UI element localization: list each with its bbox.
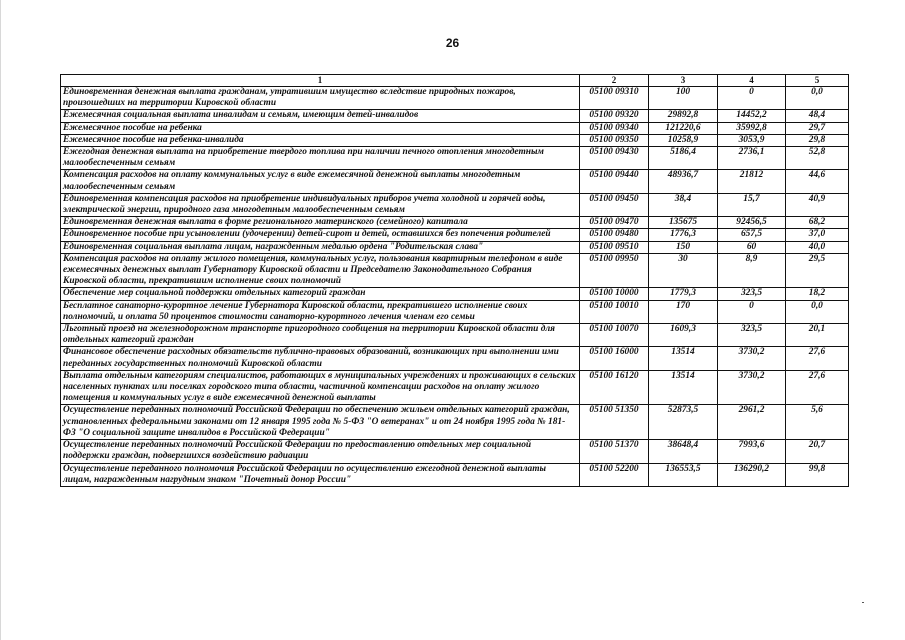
scan-speck	[862, 602, 864, 603]
row-plan: 38,4	[649, 193, 718, 216]
row-percent: 68,2	[786, 217, 849, 229]
row-name: Бесплатное санаторно-курортное лечение Губернатора Кировской области, прекратившего исполнение своих полномочий, и оплата 50 процентов стоимости санаторно-курортного лечения членам его семьи	[61, 300, 580, 323]
row-plan: 1779,3	[649, 288, 718, 300]
row-code: 05100 51350	[580, 405, 649, 440]
page-number: 26	[445, 36, 460, 50]
row-code: 05100 10070	[580, 324, 649, 347]
row-name: Ежегодная денежная выплата на приобретение твердого топлива при наличии печного отопления многодетным малообеспеченным семьям	[61, 147, 580, 170]
row-plan: 136553,5	[649, 463, 718, 486]
row-percent: 48,4	[786, 110, 849, 122]
header-col-2: 2	[580, 75, 649, 87]
row-plan: 52873,5	[649, 405, 718, 440]
row-code: 05100 51370	[580, 440, 649, 463]
header-col-5: 5	[786, 75, 849, 87]
row-actual: 0	[718, 300, 786, 323]
header-col-1: 1	[61, 75, 580, 87]
row-percent: 40,9	[786, 193, 849, 216]
row-code: 05100 10000	[580, 288, 649, 300]
row-actual: 7993,6	[718, 440, 786, 463]
row-actual: 136290,2	[718, 463, 786, 486]
row-percent: 20,1	[786, 324, 849, 347]
row-name: Осуществление переданного полномочия Российской Федерации по осуществлению ежегодной денежной выплаты лицам, награжденным нагрудным знаком "Почетный донор России"	[61, 463, 580, 486]
row-percent: 52,8	[786, 147, 849, 170]
table-row	[61, 241, 849, 253]
row-plan: 10258,9	[649, 134, 718, 146]
row-name: Финансовое обеспечение расходных обязательств публично-правовых образований, возникающих при выполнении ими переданных государственных полномочий Кировской области	[61, 347, 580, 370]
row-actual: 3730,2	[718, 370, 786, 405]
row-actual: 2736,1	[718, 147, 786, 170]
row-actual: 60	[718, 241, 786, 253]
row-code: 05100 09440	[580, 170, 649, 193]
row-percent: 27,6	[786, 347, 849, 370]
row-percent: 37,0	[786, 229, 849, 241]
row-name: Единовременная компенсация расходов на приобретение индивидуальных приборов учета холодной и горячей воды, электрической энергии, природного газа многодетным малообеспеченным семьям	[61, 193, 580, 216]
row-percent: 44,6	[786, 170, 849, 193]
table-row	[61, 134, 849, 146]
row-plan: 170	[649, 300, 718, 323]
row-actual: 21812	[718, 170, 786, 193]
row-actual: 3053,9	[718, 134, 786, 146]
row-actual: 657,5	[718, 229, 786, 241]
row-percent: 0,0	[786, 87, 849, 110]
row-plan: 30	[649, 253, 718, 288]
row-name: Ежемесячное пособие на ребенка-инвалида	[61, 134, 580, 146]
row-actual: 14452,2	[718, 110, 786, 122]
row-code: 05100 09320	[580, 110, 649, 122]
row-plan: 13514	[649, 370, 718, 405]
row-code: 05100 09340	[580, 122, 649, 134]
header-col-3: 3	[649, 75, 718, 87]
row-name: Единовременное пособие при усыновлении (удочерении) детей-сирот и детей, оставшихся без попечения родителей	[61, 229, 580, 241]
row-code: 05100 09480	[580, 229, 649, 241]
table-row	[61, 147, 849, 170]
table-row	[61, 170, 849, 193]
row-name: Компенсация расходов на оплату жилого помещения, коммунальных услуг, пользования квартирным телефоном в виде ежемесячных денежных выплат Губернатору Кировской области и Председателю Законодательного Собрания Кировской области, прекратившим исполнение своих полномочий	[61, 253, 580, 288]
row-actual: 0	[718, 87, 786, 110]
row-name: Единовременная денежная выплата в форме регионального материнского (семейного) капитала	[61, 217, 580, 229]
row-actual: 35992,8	[718, 122, 786, 134]
row-percent: 5,6	[786, 405, 849, 440]
row-plan: 1609,3	[649, 324, 718, 347]
row-percent: 29,8	[786, 134, 849, 146]
budget-table	[60, 74, 849, 487]
row-name: Единовременная денежная выплата гражданам, утратившим имущество вследствие природных пожаров, произошедших на территории Кировской области	[61, 87, 580, 110]
table-row	[61, 300, 849, 323]
row-code: 05100 09350	[580, 134, 649, 146]
row-actual: 323,5	[718, 324, 786, 347]
row-plan: 48936,7	[649, 170, 718, 193]
row-actual: 15,7	[718, 193, 786, 216]
scan-left-edge	[0, 0, 1, 640]
row-actual: 2961,2	[718, 405, 786, 440]
table-row	[61, 87, 849, 110]
row-name: Единовременная социальная выплата лицам, награжденным медалью ордена "Родительская слава"	[61, 241, 580, 253]
row-code: 05100 16000	[580, 347, 649, 370]
table-row	[61, 229, 849, 241]
row-plan: 13514	[649, 347, 718, 370]
row-code: 05100 09310	[580, 87, 649, 110]
row-name: Осуществление переданных полномочий Российской Федерации по предоставлению отдельных мер социальной поддержки граждан, подвергшихся воздействию радиации	[61, 440, 580, 463]
row-name: Осуществление переданных полномочий Российской Федерации по обеспечению жильем отдельных категорий граждан, установленных федеральными законами от 12 января 1995 года № 5-ФЗ "О ветеранах" и от 24 ноября 1995 года № 181-ФЗ "О социальной защите инвалидов в Российской Федерации"	[61, 405, 580, 440]
table-row	[61, 193, 849, 216]
table-row	[61, 405, 849, 440]
table-row	[61, 347, 849, 370]
row-name: Обеспечение мер социальной поддержки отдельных категорий граждан	[61, 288, 580, 300]
header-col-4: 4	[718, 75, 786, 87]
table-row	[61, 288, 849, 300]
row-actual: 92456,5	[718, 217, 786, 229]
table-row	[61, 253, 849, 288]
row-name: Льготный проезд на железнодорожном транспорте пригородного сообщения на территории Кировской области для отдельных категорий граждан	[61, 324, 580, 347]
row-percent: 20,7	[786, 440, 849, 463]
row-actual: 8,9	[718, 253, 786, 288]
row-plan: 38648,4	[649, 440, 718, 463]
table-row	[61, 463, 849, 486]
row-plan: 150	[649, 241, 718, 253]
row-code: 05100 09510	[580, 241, 649, 253]
row-code: 05100 09950	[580, 253, 649, 288]
row-plan: 100	[649, 87, 718, 110]
row-actual: 323,5	[718, 288, 786, 300]
header-row	[61, 75, 849, 87]
row-actual: 3730,2	[718, 347, 786, 370]
row-plan: 1776,3	[649, 229, 718, 241]
row-percent: 99,8	[786, 463, 849, 486]
row-percent: 29,7	[786, 122, 849, 134]
row-name: Ежемесячная социальная выплата инвалидам и семьям, имеющим детей-инвалидов	[61, 110, 580, 122]
row-plan: 5186,4	[649, 147, 718, 170]
row-code: 05100 09470	[580, 217, 649, 229]
row-code: 05100 09430	[580, 147, 649, 170]
table-row	[61, 440, 849, 463]
table-row	[61, 217, 849, 229]
row-percent: 40,0	[786, 241, 849, 253]
row-plan: 29892,8	[649, 110, 718, 122]
row-name: Выплата отдельным категориям специалистов, работающих в муниципальных учреждениях и проживающих в сельских населенных пунктах или поселках городского типа области, частичной компенсации расходов на оплату жилого помещения и коммунальных услуг в виде ежемесячной денежной выплаты	[61, 370, 580, 405]
row-code: 05100 10010	[580, 300, 649, 323]
table-row	[61, 122, 849, 134]
row-percent: 27,6	[786, 370, 849, 405]
row-plan: 121220,6	[649, 122, 718, 134]
table-row	[61, 324, 849, 347]
row-plan: 135675	[649, 217, 718, 229]
row-code: 05100 52200	[580, 463, 649, 486]
table-row	[61, 370, 849, 405]
row-code: 05100 09450	[580, 193, 649, 216]
table-row	[61, 110, 849, 122]
row-code: 05100 16120	[580, 370, 649, 405]
row-name: Ежемесячное пособие на ребенка	[61, 122, 580, 134]
row-percent: 29,5	[786, 253, 849, 288]
row-name: Компенсация расходов на оплату коммунальных услуг в виде ежемесячной денежной выплаты многодетным малообеспеченным семьям	[61, 170, 580, 193]
row-percent: 18,2	[786, 288, 849, 300]
row-percent: 0,0	[786, 300, 849, 323]
